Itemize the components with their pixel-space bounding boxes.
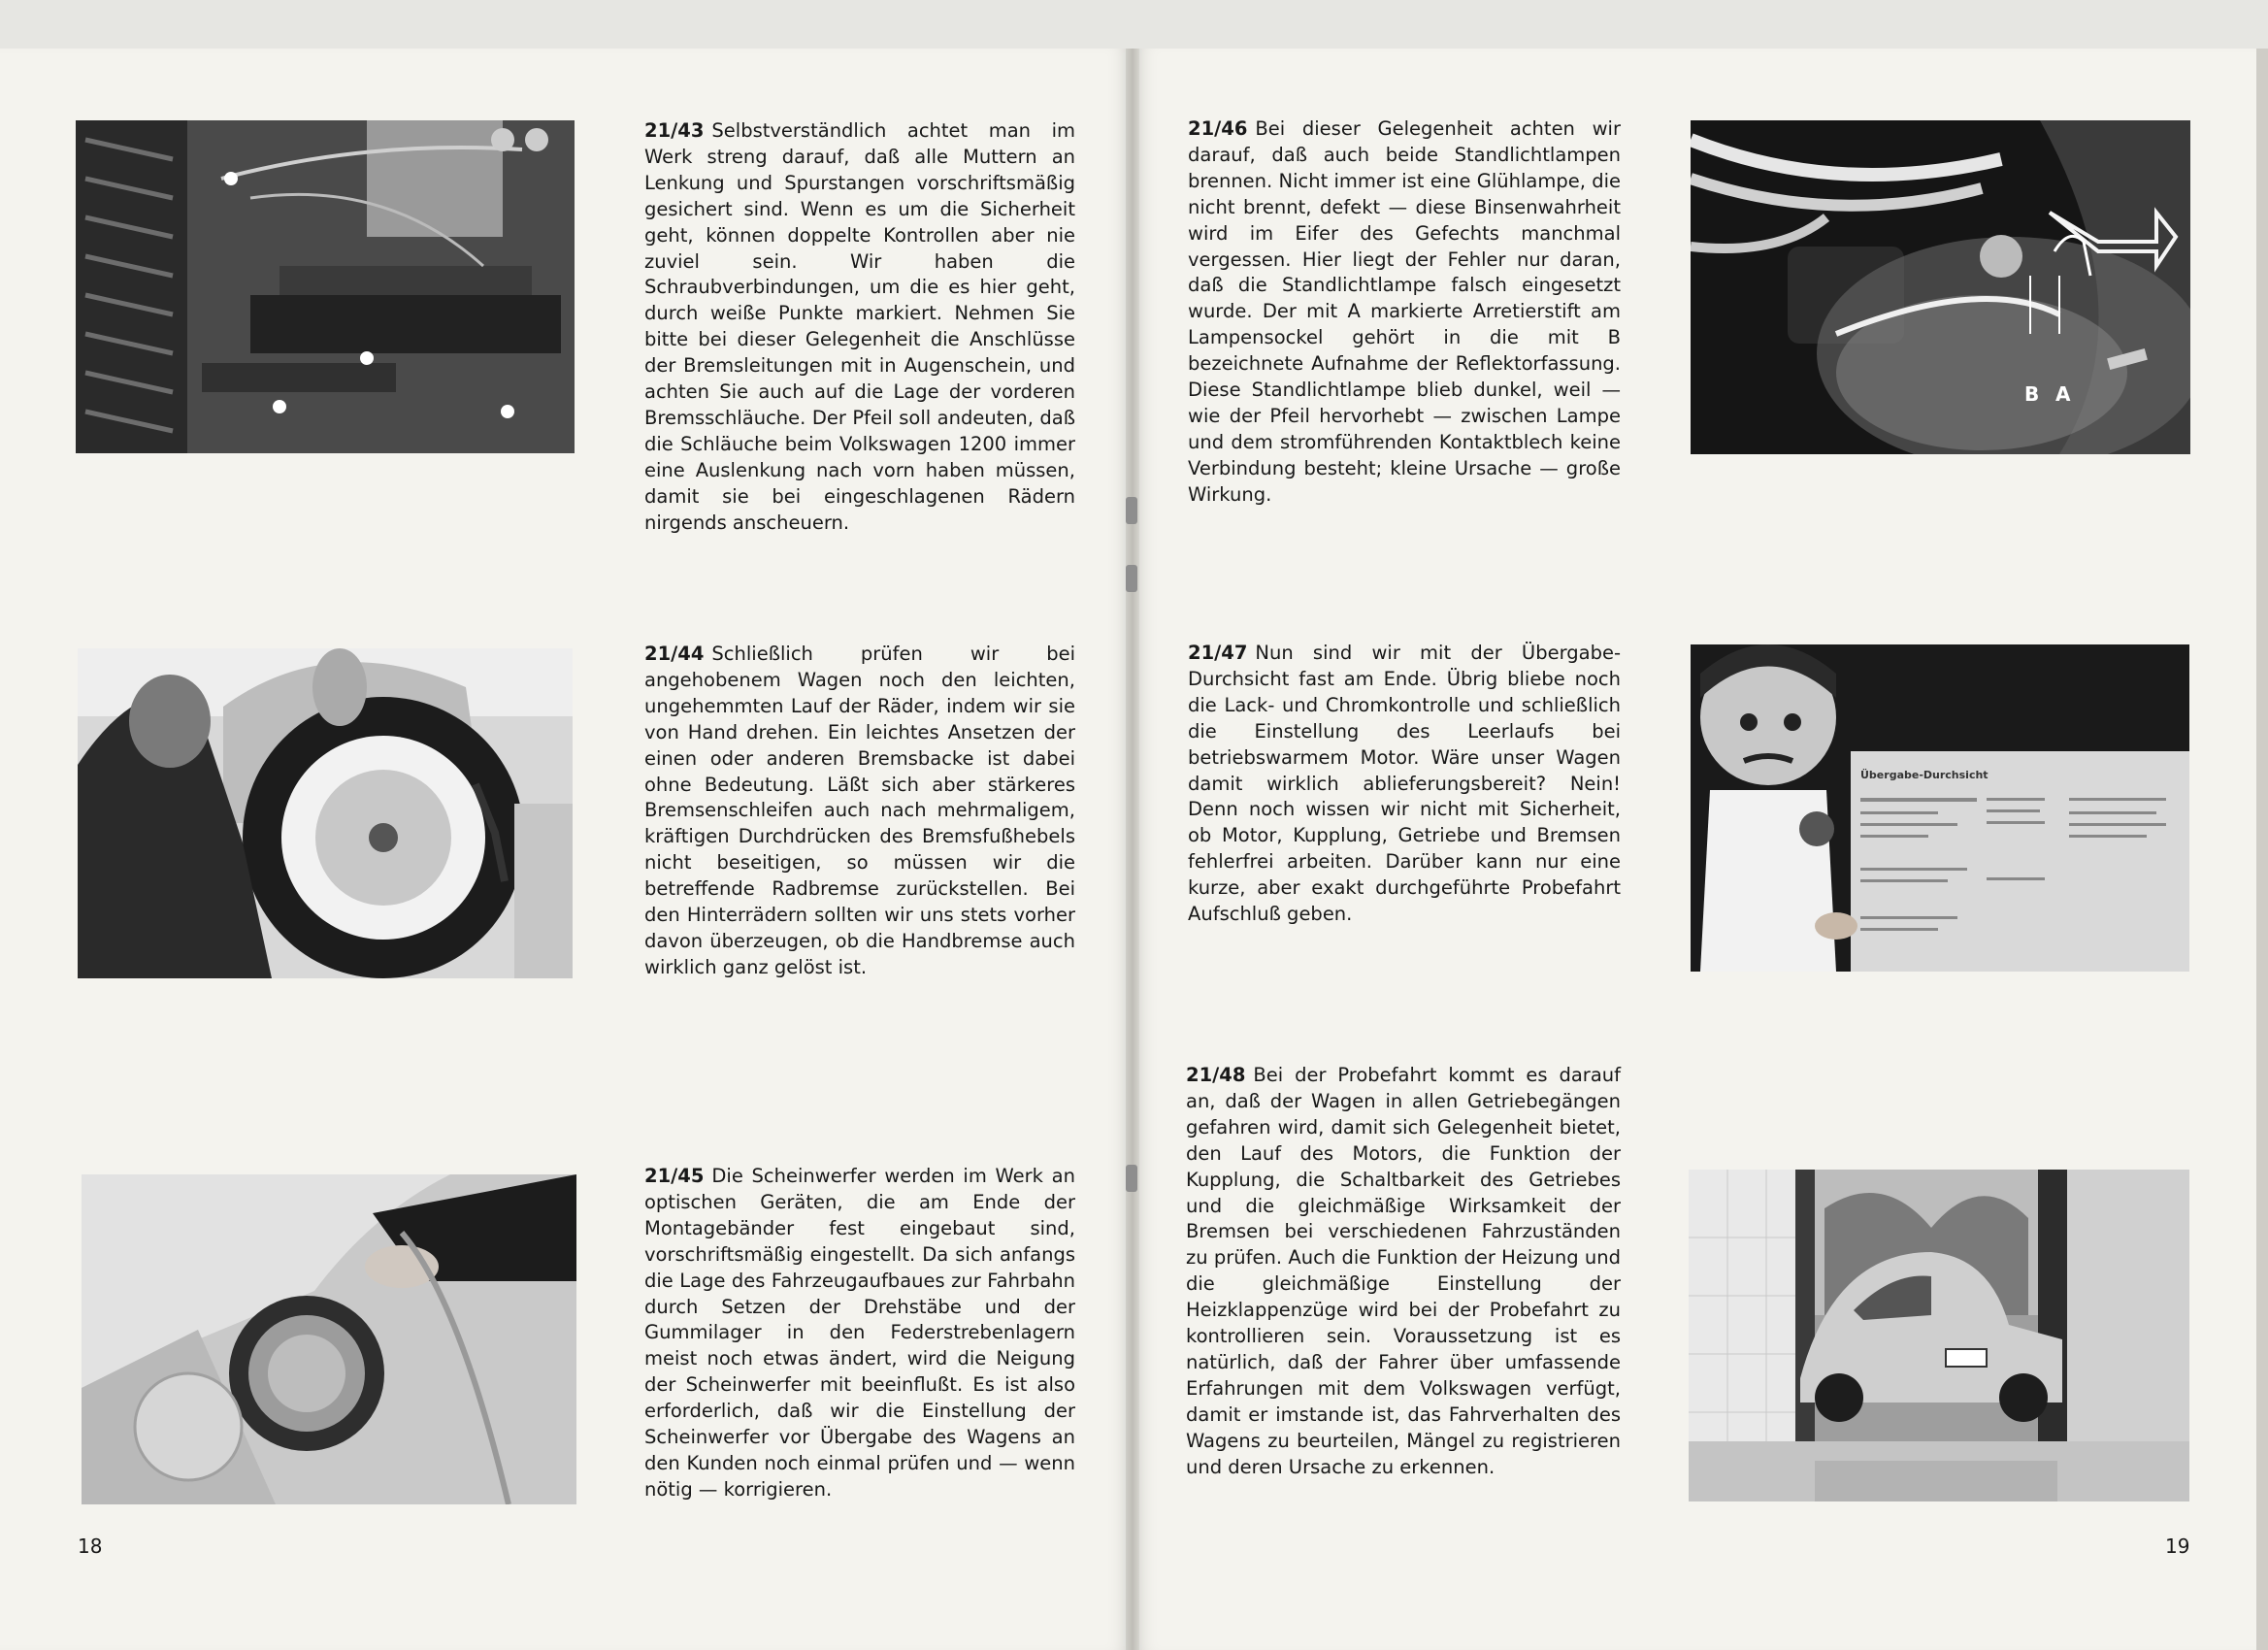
section-body: Selbstverständlich achtet man im Werk streng darauf, daß alle Muttern an Lenkung und Spurstangen vorschriftsmäßig gesichert sind. Wenn es um die Sicherheit geht, können doppelte Kontrollen aber nie zuviel sein. Wir haben die Schraubverbindungen, um die es hier geht, durch weiße Punkte markiert. Nehmen Sie bitte bei dieser Gelegenheit die Anschlüsse der Bremsleitungen mit in Augenschein, und achten Sie auch auf die Lage der vorderen Bremsschläuche. Der Pfeil soll andeuten, daß die Schläuche beim Volkswagen 1200 immer eine Auslenkung nach vorn haben müssen, damit sie bei eingeschlagenen Rädern nirgends anscheuern.	[644, 119, 1075, 534]
staple-bottom	[1126, 1165, 1137, 1192]
section-21-45	[644, 1164, 1075, 1503]
section-number: 21/44	[644, 643, 705, 665]
staple-top	[1126, 497, 1137, 524]
photo-headlight	[82, 1174, 576, 1504]
section-number: 21/43	[644, 119, 705, 142]
page-number-left: 18	[78, 1534, 103, 1558]
staple-middle	[1126, 565, 1137, 592]
section-21-43	[644, 118, 1075, 537]
section-body: Die Scheinwerfer werden im Werk an optischen Geräten, die am Ende der Montagebänder fest eingebaut sind, vorschriftsmäßig eingestellt. Da sich anfangs die Lage des Fahrzeugaufbaues zur Fahrbahn durch Setzen der Drehstäbe und der Gummilager in den Federstrebenlagern meist noch etwas ändert, wird die Neigung der Scheinwerfer mit beeinflußt. Es ist also erforderlich, daß wir die Einstellung der Scheinwerfer vor Übergabe des Wagens an den Kunden noch einmal prüfen und — wenn nötig — korrigieren.	[644, 1165, 1075, 1501]
section-body: Bei der Probefahrt kommt es darauf an, daß der Wagen in allen Getriebegängen gefahren wird, damit sich Gelegenheit bietet, den Lauf des Motors, die Funktion der Kupplung, die Schaltbarkeit des Getriebes und die gleichmäßige Wirksamkeit der Bremsen bei verschiedenen Fahrzuständen zu prüfen. Auch die Funktion der Heizung und die gleichmäßige Einstellung der Heizklappenzüge wird bei der Probefahrt zu kontrollieren sein. Voraussetzung ist es natürlich, daß der Fahrer über umfassende Erfahrungen mit dem Volkswagen verfügt, damit er imstande ist, das Fahrverhalten des Wagens zu beurteilen, Mängel zu registrieren und deren Ursache zu erkennen.	[1186, 1064, 1621, 1478]
section-body: Bei dieser Gelegenheit achten wir darauf, daß auch beide Standlichtlampen brennen. Nicht immer ist eine Glühlampe, die nicht brennt, defekt — diese Binsenwahrheit wird im Eifer des Gefechts manchmal vergessen. Hier liegt der Fehler nur daran, daß die Standlichtlampe falsch eingesetzt wurde. Der mit A markierte Arretierstift am Lampensockel gehört in die mit B bezeichnete Aufnahme der Reflektorfassung. Diese Standlichtlampe blieb dunkel, weil — wie der Pfeil hervorhebt — zwischen Lampe und dem stromführenden Kontaktblech keine Verbindung besteht; kleine Ursache — große Wirkung.	[1188, 117, 1621, 506]
photo-mascot-form	[1691, 644, 2189, 972]
section-body: Schließlich prüfen wir bei angehobenem Wagen noch den leichten, ungehemmten Lauf der Räder, indem wir sie von Hand drehen. Ein leichtes Ansetzen der einen oder anderen Bremsbacke ist dabei ohne Bedeutung. Läßt sich aber stärkeres Bremsenschleifen auch nach mehrmaligem, kräftigen Durchdrücken des Bremsfußhebels nicht beseitigen, so müssen wir die betreffende Radbremse zurückstellen. Bei den Hinterrädern sollten wir uns stets vorher davon überzeugen, ob die Handbremse auch wirklich ganz gelöst ist.	[644, 643, 1075, 978]
photo-wheel-check	[78, 648, 573, 978]
label-a: A	[2055, 382, 2071, 406]
section-number: 21/46	[1188, 117, 1248, 140]
section-body: Nun sind wir mit der Übergabe-Durchsicht fast am Ende. Übrig bliebe noch die Lack- und Chromkontrolle und schließlich die Einstellung des Leerlaufs bei betriebswarmem Motor. Wäre unser Wagen damit wirklich ablieferungsbereit? Nein! Denn noch wissen wir nicht mit Sicherheit, ob Motor, Kupplung, Getriebe und Bremsen fehlerfrei arbeiten. Darüber kann nur eine kurze, aber exakt durchgeführte Probefahrt Aufschluß geben.	[1188, 642, 1621, 926]
section-21-44	[644, 642, 1075, 981]
label-b: B	[2024, 382, 2040, 406]
section-number: 21/47	[1188, 642, 1248, 664]
page-number-right: 19	[2165, 1534, 2190, 1558]
section-number: 21/45	[644, 1165, 705, 1187]
section-number: 21/48	[1186, 1064, 1246, 1086]
section-21-46	[1188, 116, 1621, 509]
photo-test-drive-car	[1689, 1170, 2189, 1502]
page-edge	[2256, 49, 2268, 1650]
section-21-47	[1188, 641, 1621, 928]
photo-parking-lamp	[1691, 120, 2190, 454]
section-21-48	[1186, 1063, 1621, 1481]
photo-steering-linkage	[76, 120, 575, 453]
page-gutter	[1126, 49, 1139, 1650]
form-title: Übergabe-Durchsicht	[1860, 769, 1989, 781]
